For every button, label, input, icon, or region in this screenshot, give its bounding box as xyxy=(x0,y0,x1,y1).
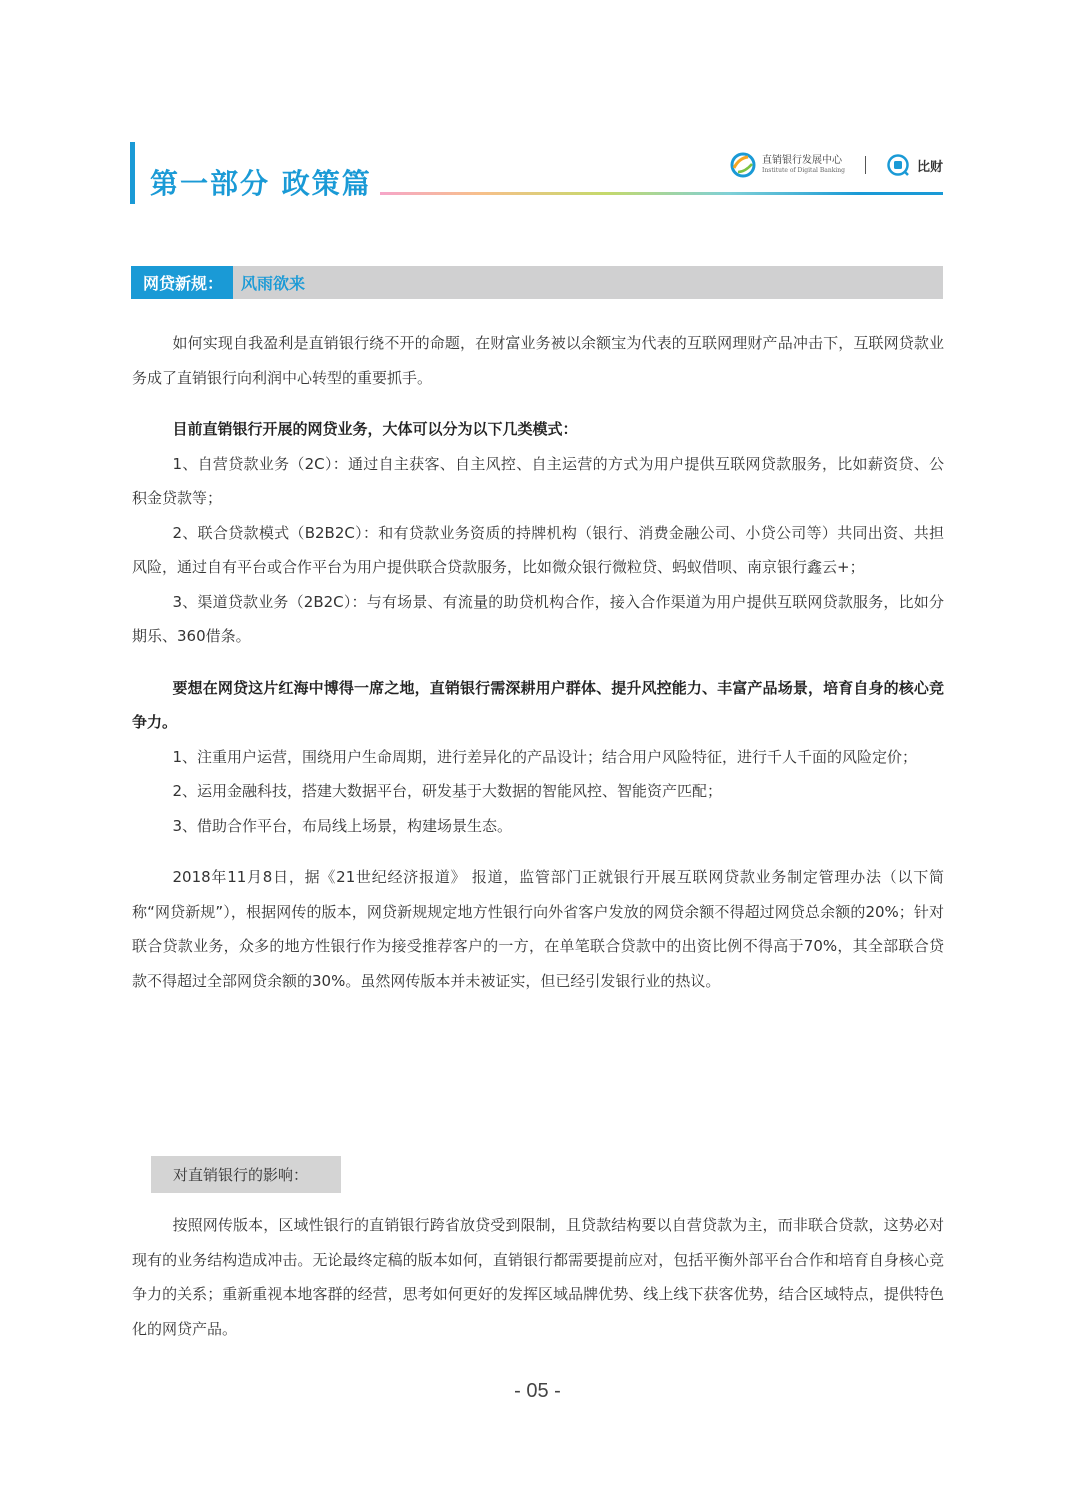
title-gradient-rule xyxy=(380,192,943,195)
page-header xyxy=(130,140,943,204)
section-subtitle: 风雨欲来 xyxy=(241,274,306,293)
header-logos xyxy=(730,150,943,180)
intro-paragraph: 如何实现自我盈利是直销银行绕不开的命题，在财富业务被以余额宝为代表的互联网理财产品冲击下，互联网贷款业务成了直销银行向利润中心转型的重要抓手。 xyxy=(132,334,944,387)
section-tag: 网贷新规： xyxy=(131,266,233,299)
institute-name-cn: 直销银行发展中心 xyxy=(762,155,843,166)
strategy-item: 1、注重用户运营，围绕用户生命周期，进行差异化的产品设计；结合用户风险特征，进行千人千面的风险定价； xyxy=(172,747,918,766)
mode-item: 2、联合贷款模式（B2B2C）：和有贷款业务资质的持牌机构（银行、消费金融公司、小贷公司等）共同出资、共担风险，通过自有平台或合作平台为用户提供联合贷款服务，比如微众银行微粒贷、蚂蚁借呗、南京银行鑫云+； xyxy=(132,523,944,576)
modes-lead: 目前直销银行开展的网贷业务，大体可以分为以下几类模式： xyxy=(172,420,578,438)
partner-name: 比财 xyxy=(916,159,943,175)
strategy-item: 2、运用金融科技，搭建大数据平台，研发基于大数据的智能风控、智能资产匹配； xyxy=(172,782,723,800)
institute-logo-text xyxy=(762,156,845,174)
impact-heading: 对直销银行的影响： xyxy=(151,1156,341,1193)
mode-item: 3、渠道贷款业务（2B2C）：与有场景、有流量的助贷机构合作，接入合作渠道为用户提供互联网贷款服务，比如分期乐、360借条。 xyxy=(132,592,944,645)
impact-content xyxy=(132,1208,944,1346)
strategy-lead: 要想在网贷这片红海中博得一席之地，直销银行需深耕用户群体、提升风控能力、丰富产品场景，培育自身的核心竞争力。 xyxy=(132,678,944,731)
main-content xyxy=(132,326,944,998)
strategy-item: 3、借助合作平台，布局线上场景，构建场景生态。 xyxy=(172,816,513,835)
bicai-logo-icon xyxy=(886,153,910,177)
mode-item: 1、自营贷款业务（2C）：通过自主获客、自主风控、自主运营的方式为用户提供互联网贷款服务，比如薪资贷、公积金贷款等； xyxy=(132,454,944,507)
institute-logo-icon xyxy=(730,152,756,178)
section-heading-band xyxy=(131,266,943,299)
title-accent-bar xyxy=(130,142,135,204)
impact-paragraph: 按照网传版本，区域性银行的直销银行跨省放贷受到限制，且贷款结构要以自营贷款为主，而非联合贷款，这势必对现有的业务结构造成冲击。无论最终定稿的版本如何，直销银行都需要提前应对，包括平衡外部平台合作和培育自身核心竞争力的关系；重新重视本地客群的经营，思考如何更好的发挥区域品牌优势、线上线下获客优势，结合区域特点，提供特色化的网贷产品。 xyxy=(132,1216,944,1338)
page-title: 第一部分 政策篇 xyxy=(150,167,372,200)
logo-divider xyxy=(865,156,866,174)
institute-name-en: Institute of Digital Banking xyxy=(762,167,845,174)
news-paragraph: 2018年11月8日，据《21世纪经济报道》 报道，监管部门正就银行开展互联网贷款业务制定管理办法（以下简称“网贷新规”），根据网传的版本，网贷新规规定地方性银行向外省客户发放的网贷余额不得超过网贷总余额的20%；针对联合贷款业务，众多的地方性银行作为接受推荐客户的一方，在单笔联合贷款中的出资比例不得高于70%，其全部联合贷款不得超过全部网贷余额的30%。虽然网传版本并未被证实，但已经引发银行业的热议。 xyxy=(132,868,944,990)
page-number: - 05 - xyxy=(514,1380,561,1402)
